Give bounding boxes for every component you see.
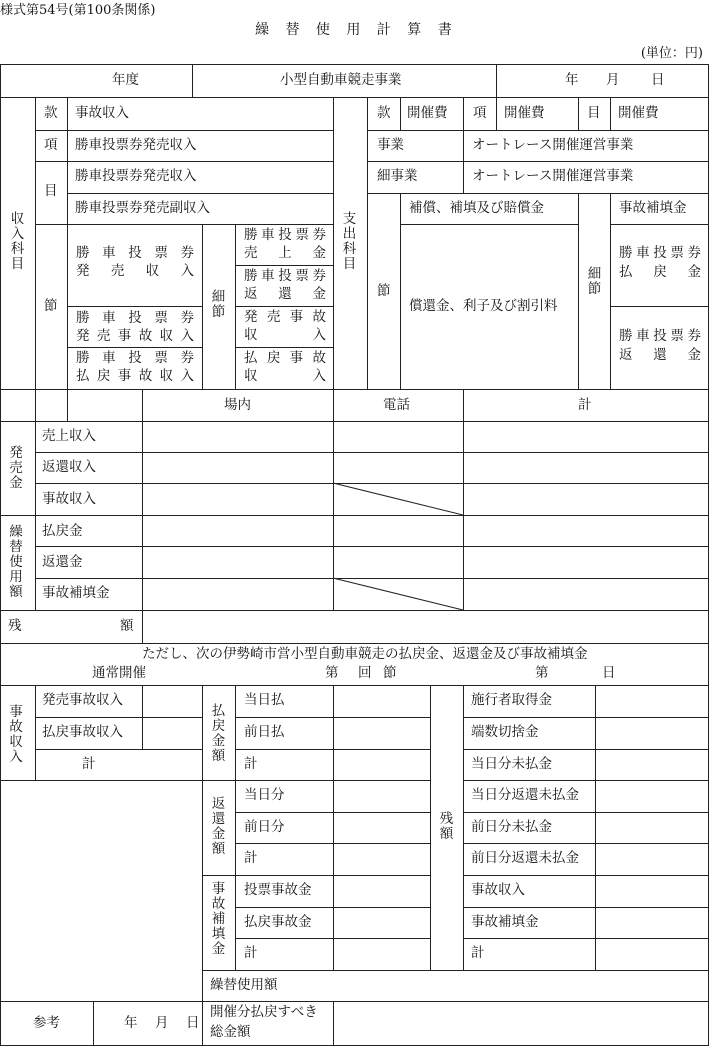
note-kai: 回: [358, 665, 372, 681]
jiko-income-label: 事故収入: [9, 704, 23, 765]
note-setsu: 節: [383, 665, 397, 681]
note-dai-2: 第: [535, 665, 549, 681]
harai-total: 計: [244, 756, 258, 772]
right-row-7: 事故収入: [471, 882, 525, 898]
income-setsu-c-1: 勝 車 投 票 券: [76, 350, 194, 366]
expense-kou-value: 開催費: [504, 105, 545, 121]
row-henkankin: 返還金: [42, 554, 83, 570]
row-haraimodoshi: 払戻金: [42, 523, 83, 539]
row-henkan: 返還収入: [42, 459, 96, 475]
henkan-label: 返還金額: [211, 796, 226, 857]
sankou-date: 年 月 日: [124, 1015, 202, 1031]
haraimodoshi-jikokin: 払戻事故金: [244, 914, 312, 930]
expense-saisetsu-3-2: 返 還 金: [619, 347, 701, 363]
kurikae-label: 繰替使用額: [9, 524, 23, 600]
row-hoten: 事故補填金: [42, 585, 110, 601]
document-title: 繰 替 使 用 計 算 書: [255, 22, 458, 38]
expense-kan-label: 款: [377, 105, 391, 121]
fiscal-year-label: 年度: [112, 72, 139, 88]
income-moku-label: 目: [44, 183, 58, 199]
zan-right: 額: [120, 618, 134, 634]
hatsubai-jiko: 発売事故収入: [42, 692, 123, 708]
income-moku-value-1: 勝車投票券発売収入: [75, 168, 197, 184]
right-row-9: 計: [471, 945, 485, 961]
right-row-4: 当日分返還未払金: [471, 787, 579, 803]
col-jonai: 場内: [224, 397, 251, 413]
income-setsu-b-1: 勝 車 投 票 券: [76, 310, 194, 326]
income-setsu-b-2: 発売事故収入: [76, 328, 194, 344]
zenjitsu: 前日払: [244, 724, 285, 740]
income-saisetsu-4-2: 収 入: [244, 368, 326, 384]
henkan-total: 計: [244, 850, 258, 866]
zan-left: 残: [8, 618, 22, 634]
income-saisetsu-1-2: 売 上 金: [244, 245, 326, 261]
expense-setsu-label: 節: [377, 283, 391, 299]
date-year: 年: [565, 72, 579, 88]
income-setsu-label: 節: [44, 298, 58, 314]
expense-saijigyo-value: オートレース開催運営事業: [472, 168, 634, 184]
income-moku-value-2: 勝車投票券発売副収入: [75, 200, 210, 216]
kurikae-amount: 繰替使用額: [210, 977, 278, 993]
right-row-8: 事故補填金: [471, 914, 539, 930]
touhyou-jiko: 投票事故金: [244, 882, 312, 898]
expense-saisetsu-2-2: 払 戻 金: [619, 264, 701, 280]
income-saisetsu-4-1: 払 戻 事 故: [244, 350, 326, 366]
expense-section-label: 支出科目: [342, 211, 357, 272]
income-saisetsu-2-2: 返 還 金: [244, 286, 326, 302]
expense-moku-label: 目: [587, 105, 601, 121]
right-row-5: 前日分未払金: [471, 819, 552, 835]
income-saisetsu-2-1: 勝車投票券: [244, 268, 326, 284]
income-saisetsu-3-1: 発 売 事 故: [244, 309, 326, 325]
kaisai-total-1: 開催分払戻すべき: [210, 1004, 318, 1020]
row-jiko: 事故収入: [42, 491, 96, 507]
form-number: 様式第54号(第100条関係): [0, 3, 156, 18]
expense-saisetsu-1: 事故補填金: [619, 200, 687, 216]
zangaku-label: 残額: [439, 811, 454, 842]
kaisai-total-2: 総金額: [210, 1024, 251, 1040]
zenbun: 前日分: [244, 819, 285, 835]
income-setsu-c-2: 払戻事故収入: [76, 368, 194, 384]
toubun: 当日分: [244, 787, 285, 803]
income-kan-value: 事故収入: [75, 105, 129, 121]
expense-setsu-value-2: 償還金、利子及び割引料: [409, 298, 558, 314]
touhi: 当日払: [244, 692, 285, 708]
expense-saijigyo-label: 細事業: [377, 168, 418, 184]
income-kan-label: 款: [44, 105, 58, 121]
expense-kou-label: 項: [473, 105, 487, 121]
col-total: 計: [578, 397, 592, 413]
date-day: 日: [651, 72, 665, 88]
unit-label: (単位：円): [640, 46, 703, 61]
income-setsu-a-2: 発 売 収 入: [76, 263, 194, 279]
income-saisetsu-1-1: 勝車投票券: [244, 227, 326, 243]
date-month: 月: [606, 72, 620, 88]
expense-jigyo-label: 事業: [377, 137, 404, 153]
harai-label: 払戻金額: [211, 703, 226, 764]
sankou-label: 参考: [33, 1015, 60, 1031]
hatsubai-label: 発売金: [9, 445, 23, 491]
right-row-6: 前日分返還未払金: [471, 850, 579, 866]
note-nichi: 日: [602, 665, 616, 681]
haraimodoshi-jiko: 払戻事故収入: [42, 724, 123, 740]
income-kou-value: 勝車投票券発売収入: [75, 137, 197, 153]
note-regular: 通常開催: [92, 665, 146, 681]
jiko-total: 計: [82, 756, 96, 772]
right-row-2: 端数切捨金: [471, 724, 539, 740]
business-name: 小型自動車競走事業: [280, 72, 402, 88]
income-section-label: 収入科目: [10, 211, 25, 272]
hoten-total: 計: [244, 945, 258, 961]
expense-moku-value: 開催費: [618, 105, 659, 121]
income-saisetsu-label: 細節: [211, 289, 226, 320]
note-line-1: ただし、次の伊勢崎市営小型自動車競走の払戻金、返還金及び事故補填金: [142, 646, 588, 662]
expense-saisetsu-2-1: 勝車投票券: [619, 245, 701, 261]
row-uriage: 売上収入: [42, 428, 96, 444]
income-setsu-a-1: 勝 車 投 票 券: [76, 245, 194, 261]
right-row-3: 当日分未払金: [471, 756, 552, 772]
expense-jigyo-value: オートレース開催運営事業: [472, 137, 634, 153]
expense-saisetsu-3-1: 勝車投票券: [619, 328, 701, 344]
expense-saisetsu-label: 細節: [587, 266, 602, 297]
hoten-label: 事故補填金: [211, 881, 226, 957]
expense-kan-value: 開催費: [407, 105, 448, 121]
note-dai: 第: [325, 665, 339, 681]
income-kou-label: 項: [44, 137, 58, 153]
income-saisetsu-3-2: 収 入: [244, 327, 326, 343]
right-row-1: 施行者取得金: [471, 692, 552, 708]
expense-setsu-value-1: 補償、補填及び賠償金: [409, 200, 544, 216]
col-denwa: 電話: [383, 397, 410, 413]
